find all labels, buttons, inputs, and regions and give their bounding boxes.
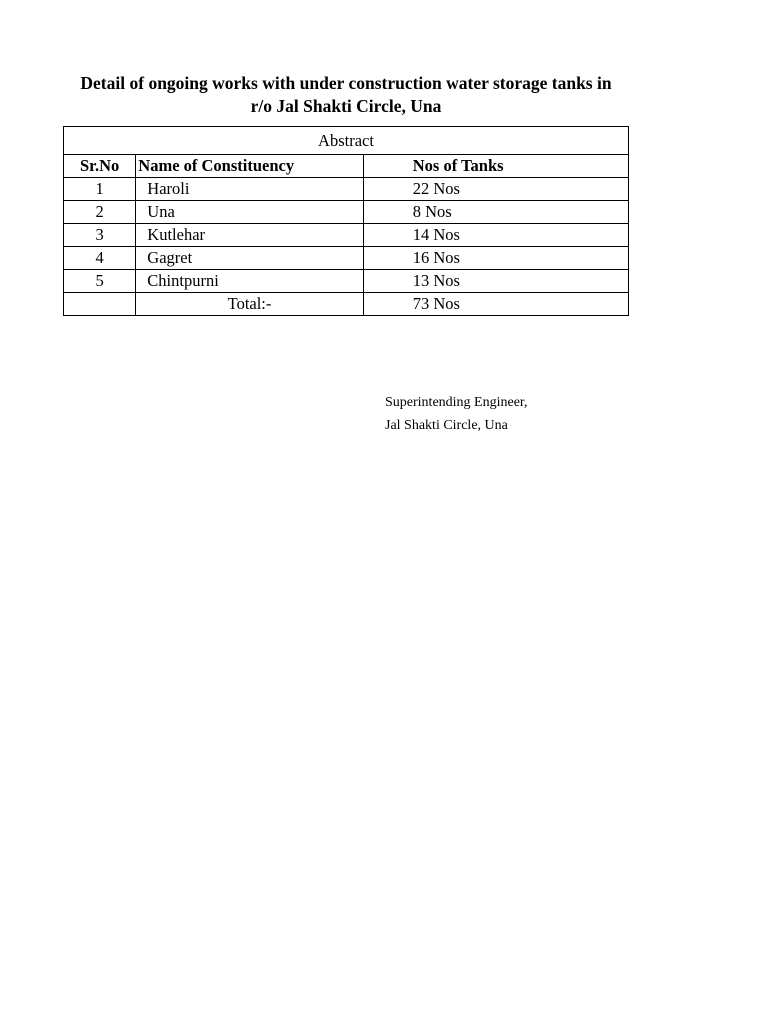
header-tanks: Nos of Tanks <box>363 155 628 178</box>
cell-tanks: 22 Nos <box>363 178 628 201</box>
signature-office: Jal Shakti Circle, Una <box>385 418 508 433</box>
cell-constituency: Chintpurni <box>136 270 363 293</box>
total-label: Total:- <box>136 293 363 316</box>
document-title-line-2: r/o Jal Shakti Circle, Una <box>250 96 442 116</box>
table-row <box>64 178 629 201</box>
cell-tanks: 16 Nos <box>363 247 628 270</box>
table-row <box>64 201 629 224</box>
cell-constituency: Una <box>136 201 363 224</box>
total-value: 73 Nos <box>363 293 628 316</box>
abstract-table <box>63 126 629 316</box>
cell-sr-no: 1 <box>64 178 136 201</box>
header-constituency: Name of Constituency <box>136 155 363 178</box>
table-row <box>64 247 629 270</box>
table-row <box>64 224 629 247</box>
cell-tanks: 13 Nos <box>363 270 628 293</box>
header-sr-no: Sr.No <box>64 155 136 178</box>
cell-sr-no: 3 <box>64 224 136 247</box>
signature-designation: Superintending Engineer, <box>385 395 528 410</box>
cell-constituency: Gagret <box>136 247 363 270</box>
table-caption: Abstract <box>64 127 629 155</box>
cell-constituency: Kutlehar <box>136 224 363 247</box>
table-caption-row <box>64 127 629 155</box>
cell-tanks: 8 Nos <box>363 201 628 224</box>
cell-constituency: Haroli <box>136 178 363 201</box>
document-title-line-1: Detail of ongoing works with under construction water storage tanks in <box>80 73 612 93</box>
cell-sr-no: 5 <box>64 270 136 293</box>
table-total-row <box>64 293 629 316</box>
table-row <box>64 270 629 293</box>
cell-tanks: 14 Nos <box>363 224 628 247</box>
cell-empty <box>64 293 136 316</box>
table-header-row <box>64 155 629 178</box>
cell-sr-no: 4 <box>64 247 136 270</box>
cell-sr-no: 2 <box>64 201 136 224</box>
